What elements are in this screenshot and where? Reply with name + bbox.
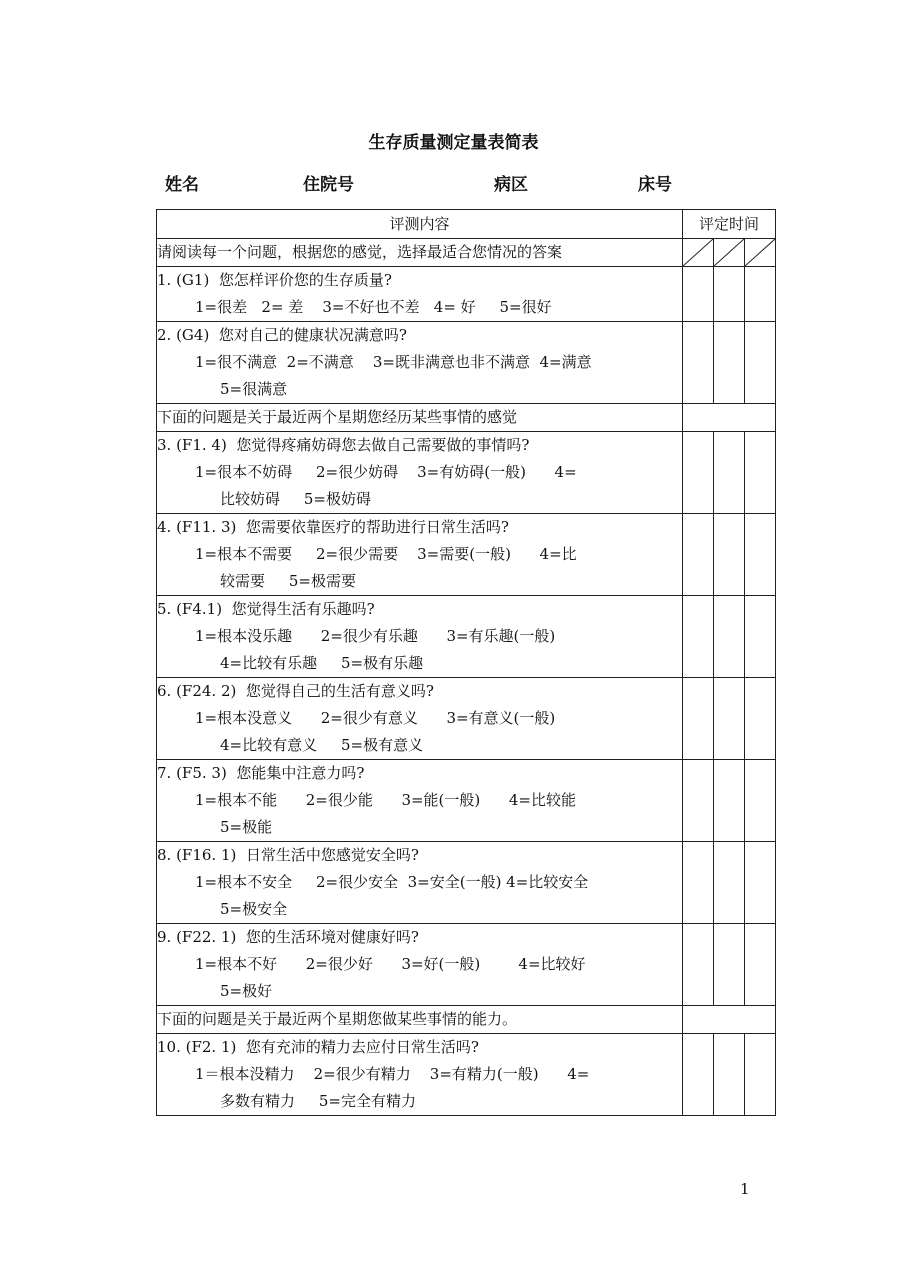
question-options-cont: 5=极好 (220, 982, 273, 1000)
rating-cell[interactable] (745, 596, 776, 678)
rating-cell[interactable] (745, 1034, 776, 1116)
question-cell (157, 842, 683, 924)
header-time: 评定时间 (683, 210, 776, 239)
question-options-cont: 4=比较有意义 5=极有意义 (220, 736, 424, 754)
question-options-cont: 4=比较有乐趣 5=极有乐趣 (220, 654, 424, 672)
rating-cell[interactable] (683, 678, 714, 760)
slash-cell-1 (683, 239, 714, 267)
quality-of-life-table (156, 209, 776, 1116)
page-number: 1 (740, 1180, 750, 1198)
question-text: 3. (F1. 4) 您觉得疼痛妨碍您去做自己需要做的事情吗? (157, 436, 530, 454)
question-cell (157, 514, 683, 596)
question-cell (157, 432, 683, 514)
rating-cell[interactable] (683, 842, 714, 924)
rating-cell[interactable] (745, 267, 776, 322)
question-cell (157, 760, 683, 842)
instruction-row (157, 239, 776, 267)
field-name-label: 姓名 (165, 175, 199, 195)
question-cell (157, 267, 683, 322)
question-options: 1=很差 2= 差 3=不好也不差 4= 好 5=很好 (195, 298, 552, 316)
instruction-row (157, 404, 776, 432)
field-ward-label: 病区 (494, 175, 528, 195)
rating-cell[interactable] (745, 924, 776, 1006)
question-options: 1=根本不能 2=很少能 3=能(一般) 4=比较能 (195, 791, 576, 809)
question-text: 9. (F22. 1) 您的生活环境对健康好吗? (157, 928, 419, 946)
instruction-third: 下面的问题是关于最近两个星期您做某些事情的能力。 (157, 1006, 683, 1034)
rating-cell[interactable] (683, 1034, 714, 1116)
instruction-first: 请阅读每一个问题，根据您的感觉，选择最适合您情况的答案 (157, 239, 683, 267)
question-text: 2. (G4) 您对自己的健康状况满意吗? (157, 326, 407, 344)
rating-cell[interactable] (714, 267, 745, 322)
question-options: 1=根本不好 2=很少好 3=好(一般) 4=比较好 (195, 955, 586, 973)
rating-cell[interactable] (683, 322, 714, 404)
table-row (157, 267, 776, 322)
rating-cell[interactable] (745, 432, 776, 514)
rating-cell[interactable] (714, 760, 745, 842)
document-title: 生存质量测定量表简表 (368, 133, 539, 153)
question-options: 1=根本没乐趣 2=很少有乐趣 3=有乐趣(一般) (195, 627, 556, 645)
table-row (157, 432, 776, 514)
question-options-cont: 5=极能 (220, 818, 273, 836)
table-row (157, 514, 776, 596)
table-row (157, 842, 776, 924)
empty-cell (683, 404, 776, 432)
table-header-row (157, 210, 776, 239)
header-content: 评测内容 (157, 210, 683, 239)
table-row (157, 1034, 776, 1116)
question-options: 1=根本没意义 2=很少有意义 3=有意义(一般) (195, 709, 556, 727)
rating-cell[interactable] (683, 596, 714, 678)
rating-cell[interactable] (745, 842, 776, 924)
table-row (157, 322, 776, 404)
rating-cell[interactable] (745, 322, 776, 404)
instruction-row (157, 1006, 776, 1034)
rating-cell[interactable] (714, 1034, 745, 1116)
rating-cell[interactable] (683, 924, 714, 1006)
table-row (157, 678, 776, 760)
table-row (157, 760, 776, 842)
question-cell (157, 322, 683, 404)
question-options: 1=很不满意 2=不满意 3=既非满意也非不满意 4=满意 (195, 353, 592, 371)
rating-cell[interactable] (714, 678, 745, 760)
question-options-cont: 5=极安全 (220, 900, 288, 918)
question-text: 5. (F4.1) 您觉得生活有乐趣吗? (157, 600, 375, 618)
question-text: 10. (F2. 1) 您有充沛的精力去应付日常生活吗? (157, 1038, 479, 1056)
rating-cell[interactable] (745, 678, 776, 760)
question-text: 4. (F11. 3) 您需要依靠医疗的帮助进行日常生活吗? (157, 518, 509, 536)
question-options-cont: 5=很满意 (220, 380, 288, 398)
question-options: 1＝根本没精力 2=很少有精力 3=有精力(一般) 4= (195, 1065, 590, 1083)
question-options: 1=根本不需要 2=很少需要 3=需要(一般) 4=比 (195, 545, 577, 563)
question-text: 7. (F5. 3) 您能集中注意力吗? (157, 764, 365, 782)
question-options-cont: 多数有精力 5=完全有精力 (220, 1092, 416, 1110)
table-row (157, 924, 776, 1006)
question-cell (157, 596, 683, 678)
question-text: 1. (G1) 您怎样评价您的生存质量? (157, 271, 392, 289)
question-cell (157, 924, 683, 1006)
slash-cell-2 (714, 239, 745, 267)
rating-cell[interactable] (714, 924, 745, 1006)
question-cell (157, 1034, 683, 1116)
empty-cell (683, 1006, 776, 1034)
question-options-cont: 较需要 5=极需要 (220, 572, 356, 590)
rating-cell[interactable] (714, 322, 745, 404)
rating-cell[interactable] (714, 514, 745, 596)
question-options: 1=很本不妨碍 2=很少妨碍 3=有妨碍(一般) 4= (195, 463, 577, 481)
question-text: 6. (F24. 2) 您觉得自己的生活有意义吗? (157, 682, 434, 700)
field-bed-no-label: 床号 (638, 175, 672, 195)
rating-cell[interactable] (714, 596, 745, 678)
instruction-second: 下面的问题是关于最近两个星期您经历某些事情的感觉 (157, 404, 683, 432)
slash-cell-3 (745, 239, 776, 267)
question-options-cont: 比较妨碍 5=极妨碍 (220, 490, 371, 508)
rating-cell[interactable] (683, 514, 714, 596)
table-row (157, 596, 776, 678)
rating-cell[interactable] (745, 760, 776, 842)
rating-cell[interactable] (683, 267, 714, 322)
rating-cell[interactable] (714, 432, 745, 514)
rating-cell[interactable] (683, 432, 714, 514)
rating-cell[interactable] (683, 760, 714, 842)
question-text: 8. (F16. 1) 日常生活中您感觉安全吗? (157, 846, 419, 864)
question-options: 1=根本不安全 2=很少安全 3=安全(一般) 4=比较安全 (195, 873, 589, 891)
rating-cell[interactable] (714, 842, 745, 924)
question-cell (157, 678, 683, 760)
rating-cell[interactable] (745, 514, 776, 596)
field-hospital-no-label: 住院号 (303, 175, 354, 195)
